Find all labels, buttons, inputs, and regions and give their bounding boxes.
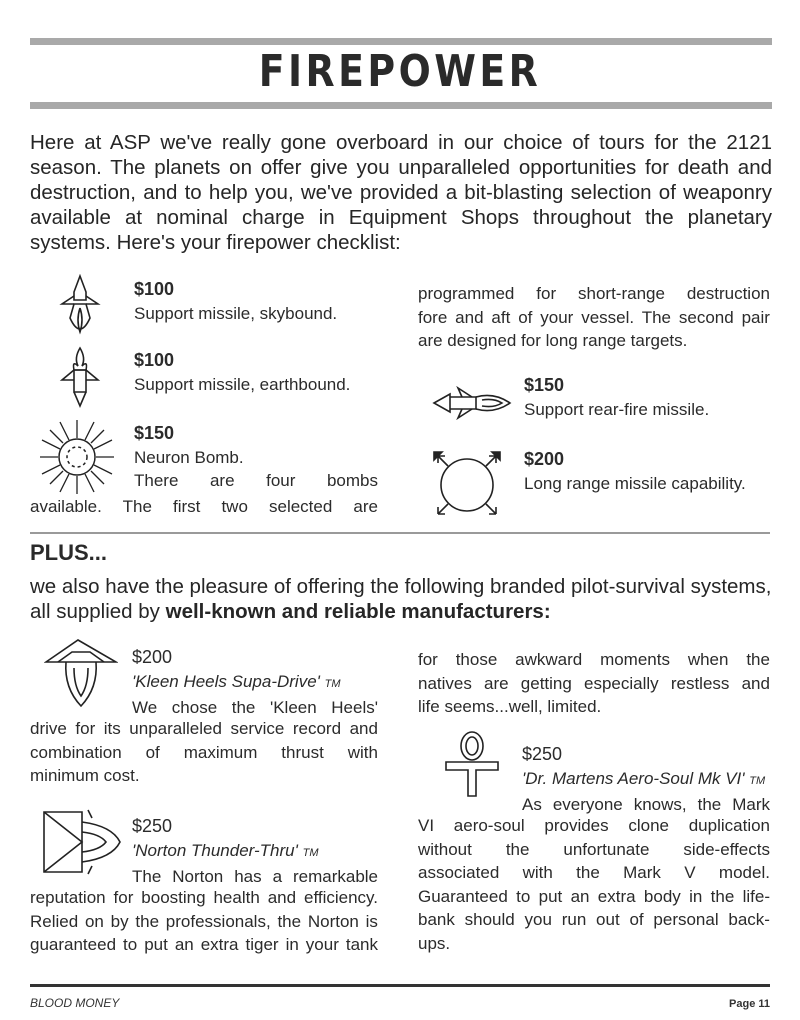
header-top-bar bbox=[30, 38, 772, 45]
product-price: $200 bbox=[132, 647, 173, 667]
product-desc-line: As everyone knows, the Mark bbox=[522, 795, 770, 814]
product-price: $250 bbox=[132, 816, 173, 836]
neuron-text-line: available. The first two selected are bbox=[30, 497, 378, 516]
header-bottom-bar bbox=[30, 102, 772, 109]
rear-fire-missile-icon bbox=[432, 386, 512, 420]
neuron-bomb-icon bbox=[38, 418, 116, 496]
ankh-icon bbox=[444, 730, 500, 798]
product-name: 'Norton Thunder-Thru' TM bbox=[132, 840, 319, 860]
plus-heading: PLUS... bbox=[30, 540, 108, 565]
weapon-price: $150 bbox=[134, 423, 175, 443]
weapon-desc: Support missile, earthbound. bbox=[134, 374, 351, 394]
page-title: FIREPOWER bbox=[258, 46, 542, 97]
plus-paragraph: we also have the pleasure of offering the following branded pilot-survival systems, all supplied by well-known and reliable manufacturers: bbox=[30, 575, 772, 623]
weapon-price: $100 bbox=[134, 350, 175, 370]
weapon-price: $100 bbox=[134, 279, 175, 299]
neuron-text-line: There are four bombs bbox=[134, 471, 378, 490]
weapon-desc: Support rear-fire missile. bbox=[524, 399, 710, 419]
footer-title: BLOOD MONEY bbox=[30, 996, 120, 1010]
long-range-capability-icon bbox=[432, 448, 502, 520]
footer-rule bbox=[30, 984, 770, 987]
product-desc-line: The Norton has a remarkable bbox=[132, 867, 379, 886]
product-desc: VI aero-soul provides clone duplication without the unfortunate side-effects associated with the Mark V model. Guaranteed to put an extra body in the life- bank should you run out of personal back- ups. bbox=[418, 816, 770, 953]
thunder-thru-icon bbox=[42, 806, 122, 878]
neuron-text-continuation: programmed for short-range destruction fore and aft of your vessel. The second pair are designed for long range targets. bbox=[418, 284, 770, 350]
product-desc: reputation for boosting health and efficiency. Relied on by the professionals, the Norton is guaranteed to put an extra tiger in your tank bbox=[30, 888, 379, 954]
product-price: $250 bbox=[522, 744, 563, 764]
product-desc-line: We chose the 'Kleen Heels' bbox=[132, 698, 378, 717]
intro-paragraph: Here at ASP we've really gone overboard in our choice of tours for the 2121 season. The planets on offer give you unparalleled opportunities for death and destruction, and to help you, we've provided a bit-blasting selection of weaponry available at nominal charge in Equipment Shops throughout the planetary systems. Here's your firepower checklist: bbox=[30, 131, 772, 254]
earthbound-missile-icon bbox=[56, 346, 104, 412]
section-divider bbox=[30, 532, 770, 534]
product-name: 'Dr. Martens Aero-Soul Mk VI' TM bbox=[522, 768, 766, 788]
weapon-desc: Support missile, skybound. bbox=[134, 303, 338, 323]
weapon-price: $200 bbox=[524, 449, 565, 469]
weapon-desc: Long range missile capability. bbox=[524, 473, 746, 493]
weapon-desc: Neuron Bomb. bbox=[134, 447, 244, 467]
product-desc: drive for its unparalleled service record and combination of maximum thrust with minimum cost. bbox=[30, 719, 378, 785]
supa-drive-icon bbox=[44, 638, 118, 708]
weapon-price: $150 bbox=[524, 375, 565, 395]
page-number: Page 11 bbox=[729, 998, 770, 1010]
product-name: 'Kleen Heels Supa-Drive' TM bbox=[132, 671, 341, 691]
skybound-missile-icon bbox=[56, 274, 104, 340]
continuation-text: for those awkward moments when the natives are getting especially restless and life seems...well, limited. bbox=[418, 650, 770, 716]
